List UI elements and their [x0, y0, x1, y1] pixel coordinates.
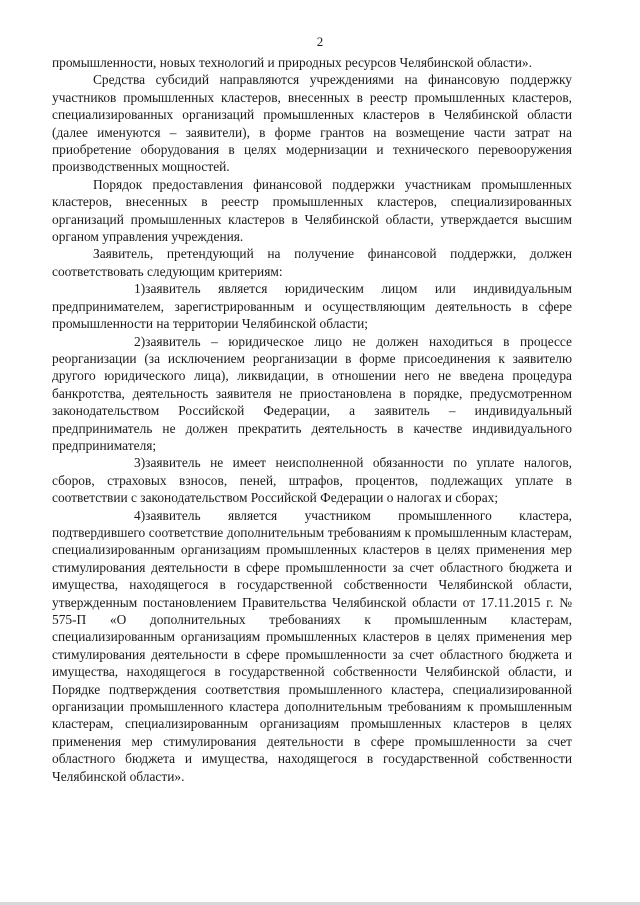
- criterion-item-1: [52, 280, 572, 332]
- criterion-number: 1): [134, 281, 146, 297]
- criterion-item-4: [52, 507, 572, 786]
- criterion-text: заявитель является юридическим лицом или индивидуальным предпринимателем, зарегистрированным и осуществляющим деятельность в сфере промышленности на территории Челябинской области;: [52, 281, 572, 332]
- criterion-item-2: [52, 333, 572, 455]
- criterion-text: заявитель не имеет неисполненной обязанности по уплате налогов, сборов, страховых взносов, пеней, штрафов, процентов, подлежащих уплате в соответствии с законодательством Российской Федерации о налогах и сборах;: [52, 455, 572, 506]
- paragraph-subsidies: Средства субсидий направляются учреждениями на финансовую поддержку участников промышленных кластеров, внесенных в реестр промышленных кластеров, специализированных организаций промышленных кластеров в Челябинской области (далее именуются – заявители), в форме грантов на возмещение части затрат на приобретение оборудования в целях модернизации и технического перевооружения производственных мощностей.: [52, 72, 572, 175]
- criterion-item-3: [52, 454, 572, 506]
- paragraph-continuation: промышленности, новых технологий и природных ресурсов Челябинской области».: [52, 55, 532, 70]
- criterion-text: заявитель является участником промышленного кластера, подтвердившего соответствие дополнительным требованиям к промышленным кластерам, специализированным организациям промышленных кластеров в целях применения мер стимулирования деятельности в сфере промышленности за счет областного бюджета и имущества, находящегося в государственной собственности Челябинской области, утвержденным постановлением Правительства Челябинской области от 17.11.2015 г. № 575-П «О дополнительных требованиях к промышленным кластерам, специализированным организациям промышленных кластеров в целях применения мер стимулирования деятельности в сфере промышленности за счет областного бюджета и имущества, находящегося в государственной собственности Челябинской области, и Порядке подтверждения соответствия промышленного кластера, специализированной организации промышленного кластера дополнительным требованиям к промышленным кластерам, специализированным организациям промышленных кластеров в целях применения мер стимулирования деятельности в сфере промышленности за счет областного бюджета и имущества, находящегося в государственной собственности Челябинской области».: [52, 507, 572, 784]
- criterion-number: 3): [134, 455, 146, 471]
- criterion-number: 2): [134, 333, 146, 349]
- page-number: 2: [316, 34, 324, 49]
- paragraph-procedure: Порядок предоставления финансовой поддержки участникам промышленных кластеров, внесенных в реестр промышленных кластеров, специализированных организаций промышленных кластеров в Челябинской области, утверждается высшим органом управления учреждения.: [52, 176, 572, 245]
- criterion-number: 4): [134, 507, 146, 523]
- criterion-text: заявитель – юридическое лицо не должен находиться в процессе реорганизации (за исключением реорганизации в форме присоединения к заявителю другого юридического лица), ликвидации, в отношении него не введена процедура банкротства, деятельность заявителя не приостановлена в порядке, предусмотренном законодательством Российской Федерации, а заявитель – индивидуальный предприниматель не должен прекратить деятельность в качестве индивидуального предпринимателя;: [52, 333, 572, 453]
- paragraph-criteria-intro: Заявитель, претендующий на получение финансовой поддержки, должен соответствовать следующим критериям:: [52, 246, 572, 279]
- document-body: [52, 54, 572, 785]
